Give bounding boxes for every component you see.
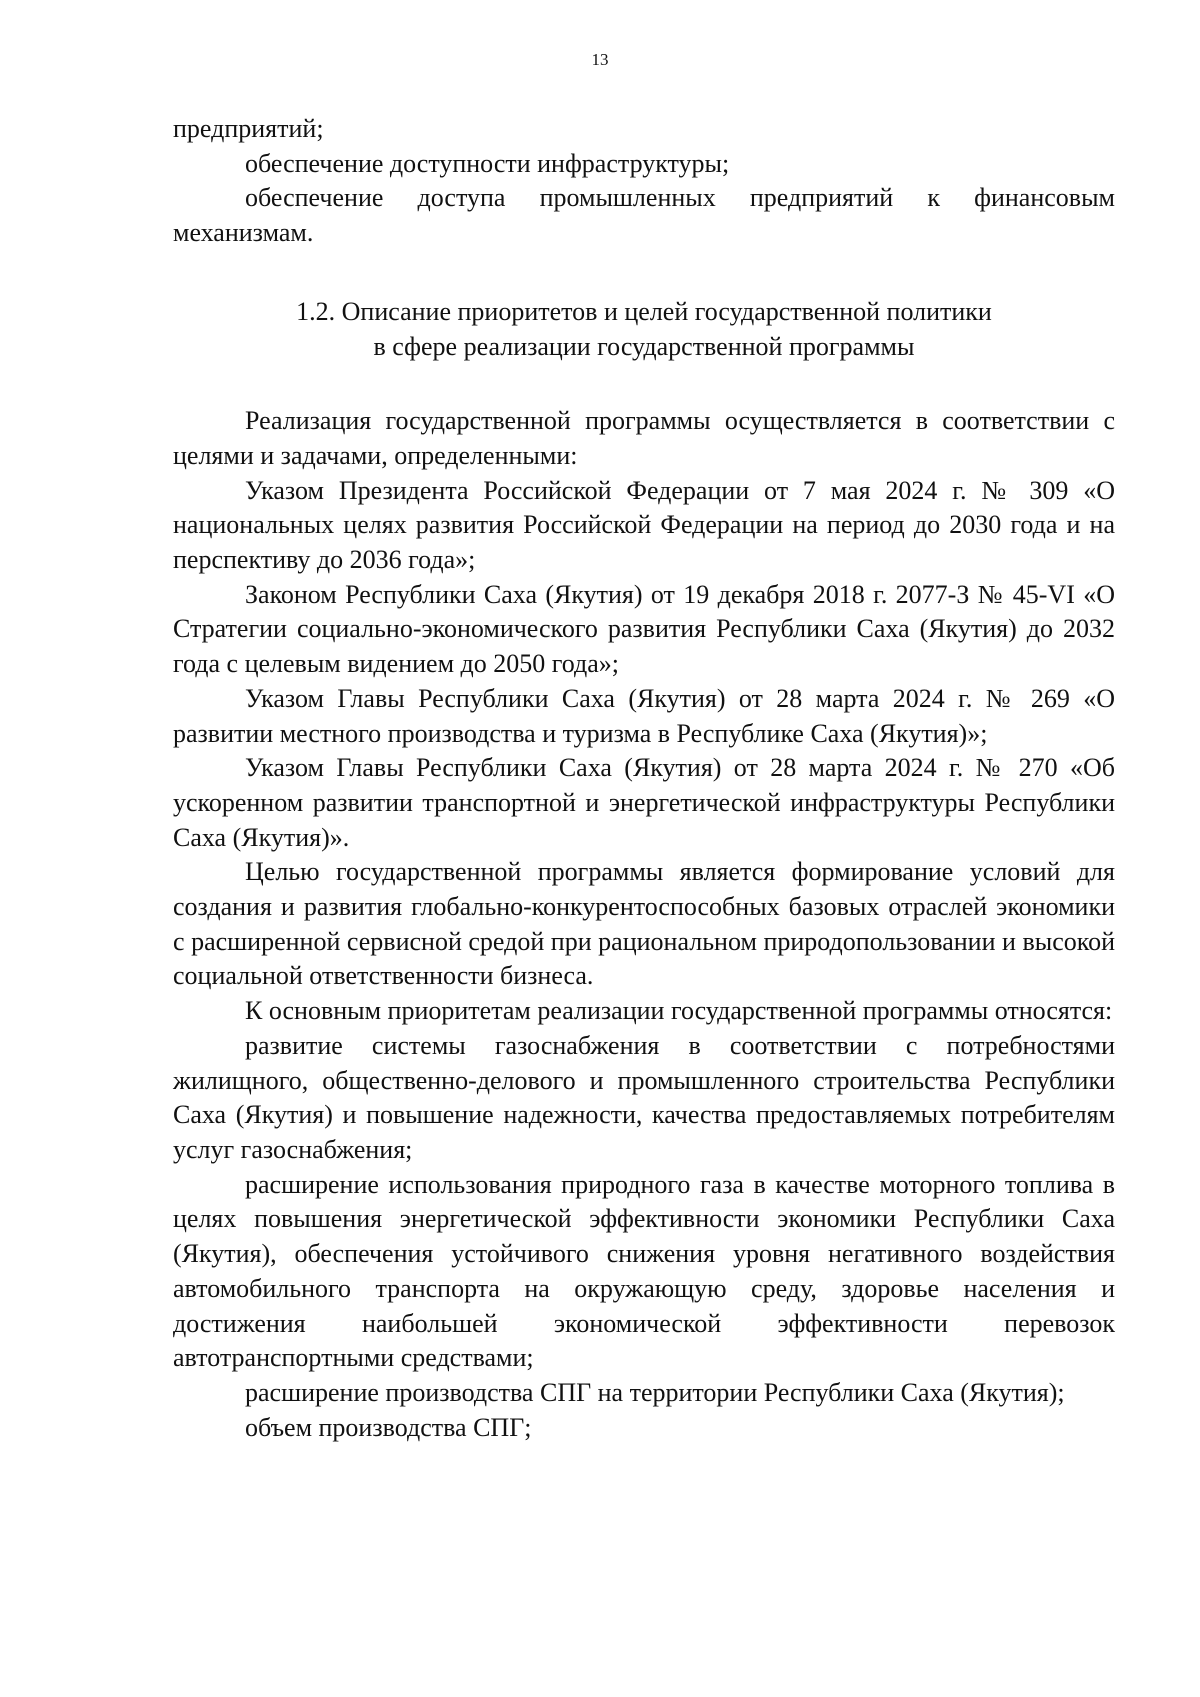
paragraph-republic-law: Законом Республики Саха (Якутия) от 19 декабря 2018 г. 2077-З № 45-VI «О Стратегии социально-экономического развития Республики Саха (Якутия) до 2032 года с целевым видением до 2050 года»; xyxy=(173,579,1115,679)
paragraph-implementation: Реализация государственной программы осуществляется в соответствии с целями и задачами, определенными: xyxy=(173,406,1115,470)
section-heading-line-2: в сфере реализации государственной программы xyxy=(373,331,915,361)
paragraph-lng-volume: объем производства СПГ; xyxy=(245,1412,532,1442)
paragraph-intro-3: обеспечение доступа промышленных предприятий к финансовым механизмам. xyxy=(173,183,1115,248)
document-body xyxy=(173,112,1115,1445)
spacer xyxy=(173,251,1115,295)
section-heading-line-1: 1.2. Описание приоритетов и целей государственной политики xyxy=(296,296,992,326)
paragraph-priorities-intro: К основным приоритетам реализации государственной программы относятся: xyxy=(245,996,1113,1026)
paragraph-gas-supply: развитие системы газоснабжения в соответствии с потребностями жилищного, общественно-делового и промышленного строительства Республики Саха (Якутия) и повышение надежности, качества предоставляемых потребителям услуг газоснабжения; xyxy=(173,1030,1115,1164)
spacer xyxy=(173,364,1115,404)
paragraph-intro-2: обеспечение доступности инфраструктуры; xyxy=(245,148,730,178)
paragraph-decree-269: Указом Главы Республики Саха (Якутия) от 28 марта 2024 г. № 269 «О развитии местного производства и туризма в Республике Саха (Якутия)»; xyxy=(173,683,1115,748)
page-number: 13 xyxy=(591,50,609,69)
section-heading xyxy=(173,295,1115,364)
paragraph-program-goal: Целью государственной программы является формирование условий для создания и развития глобально-конкурентоспособных базовых отраслей экономики с расширенной сервисной средой при рациональном природопользовании и высокой социальной ответственности бизнеса. xyxy=(173,857,1115,991)
paragraph-decree-270: Указом Главы Республики Саха (Якутия) от 28 марта 2024 г. № 270 «Об ускоренном развитии транспортной и энергетической инфраструктуры Республики Саха (Якутия)». xyxy=(173,753,1115,852)
paragraph-intro-1: предприятий; xyxy=(173,114,324,143)
paragraph-natural-gas-fuel: расширение использования природного газа в качестве моторного топлива в целях повышения энергетической эффективности экономики Республики Саха (Якутия), обеспечения устойчивого снижения уровня негативного воздействия автомобильного транспорта на окружающую среду, здоровье населения и достижения наибольшей экономической эффективности перевозок автотранспортными средствами; xyxy=(173,1169,1115,1373)
paragraph-lng-expansion: расширение производства СПГ на территории Республики Саха (Якутия); xyxy=(245,1377,1065,1407)
paragraph-presidential-decree: Указом Президента Российской Федерации от 7 мая 2024 г. № 309 «О национальных целях развития Российской Федерации на период до 2030 года и на перспективу до 2036 года»; xyxy=(173,475,1115,575)
